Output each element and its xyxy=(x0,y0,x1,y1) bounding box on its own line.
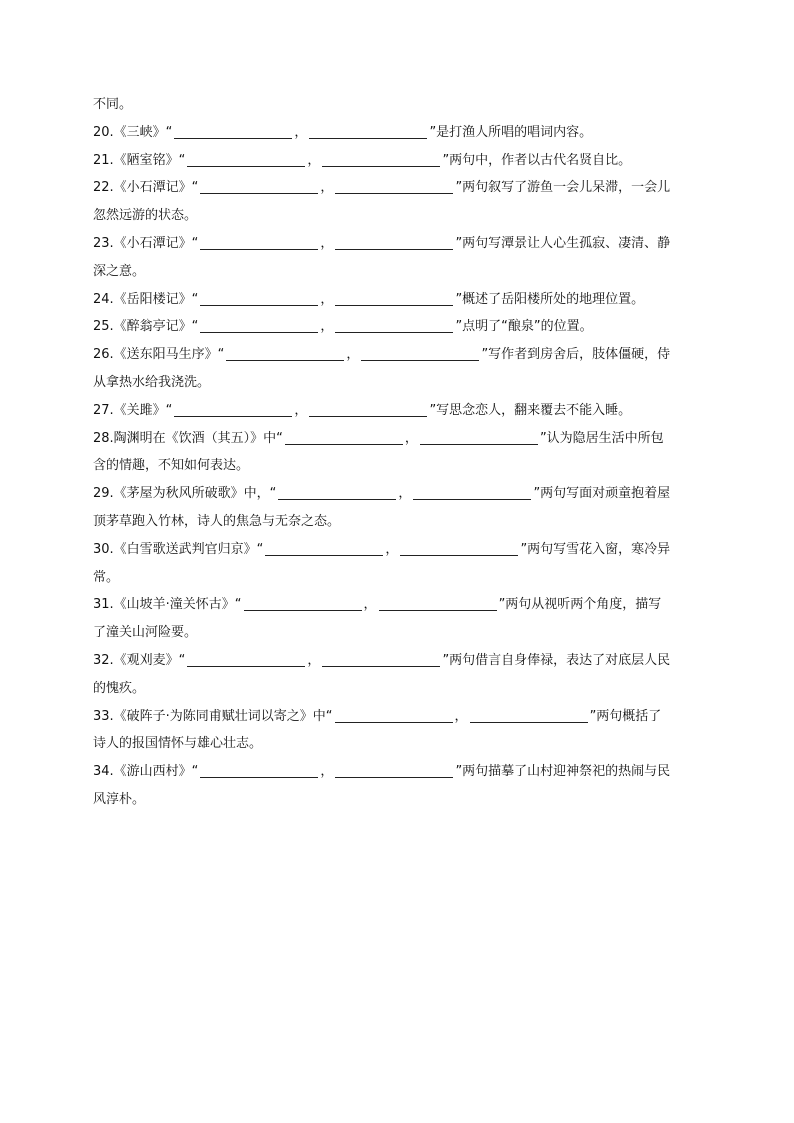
question-line xyxy=(93,703,701,731)
question-line xyxy=(93,258,701,286)
question-text: 33.《破阵子·为陈同甫赋壮词以寄之》中“ xyxy=(93,708,333,724)
question-text-tail: ”概述了岳阳楼所处的地理位置。 xyxy=(455,291,645,307)
answer-blank[interactable] xyxy=(309,402,427,417)
answer-blank[interactable] xyxy=(335,235,453,250)
blank-separator: ， xyxy=(307,652,321,668)
answer-blank[interactable] xyxy=(335,179,453,194)
question-text-tail: ”两句叙写了游鱼一会儿呆滞，一会儿 xyxy=(455,180,671,196)
question-text: 深之意。 xyxy=(93,263,146,279)
question-text-tail: ”两句借言自身俸禄，表达了对底层人民 xyxy=(442,652,671,668)
blank-separator: ， xyxy=(363,597,377,613)
question-text-tail: ”是打渔人所唱的唱词内容。 xyxy=(429,124,593,140)
blank-separator: ， xyxy=(294,402,308,418)
question-line xyxy=(93,147,701,175)
question-text: 的愧疚。 xyxy=(93,680,146,696)
answer-blank[interactable] xyxy=(361,346,479,361)
question-line xyxy=(93,202,701,230)
question-text-tail: ”两句中，作者以古代名贤自比。 xyxy=(442,152,632,168)
question-line xyxy=(93,174,701,202)
question-text: 诗人的报国情怀与雄心壮志。 xyxy=(93,736,263,752)
answer-blank[interactable] xyxy=(187,152,305,167)
answer-blank[interactable] xyxy=(244,596,362,611)
answer-blank[interactable] xyxy=(226,346,344,361)
question-line xyxy=(93,369,701,397)
answer-blank[interactable] xyxy=(335,763,453,778)
question-text: 34.《游山西村》“ xyxy=(93,764,199,780)
answer-blank[interactable] xyxy=(335,708,453,723)
question-text: 32.《观刈麦》“ xyxy=(93,652,186,668)
blank-separator: ， xyxy=(320,319,334,335)
question-text: 顶茅草跑入竹林，诗人的焦急与无奈之态。 xyxy=(93,513,341,529)
answer-blank[interactable] xyxy=(200,179,318,194)
question-line xyxy=(93,591,701,619)
blank-separator: ， xyxy=(346,347,360,363)
answer-blank[interactable] xyxy=(335,318,453,333)
blank-separator: ， xyxy=(404,430,418,446)
answer-blank[interactable] xyxy=(200,318,318,333)
question-line xyxy=(93,313,701,341)
question-text-tail: ”两句写潭景让人心生孤寂、凄清、静 xyxy=(455,235,671,251)
blank-separator: ， xyxy=(385,541,399,557)
question-text: 23.《小石潭记》“ xyxy=(93,235,199,251)
question-text: 忽然远游的状态。 xyxy=(93,208,198,224)
question-line xyxy=(93,452,701,480)
blank-separator: ， xyxy=(320,764,334,780)
question-line xyxy=(93,730,701,758)
question-line xyxy=(93,341,701,369)
blank-separator: ， xyxy=(454,708,468,724)
question-text-tail: ”两句写面对顽童抱着屋 xyxy=(533,486,671,502)
question-text: 从拿热水给我浇洗。 xyxy=(93,374,211,390)
blank-separator: ， xyxy=(320,235,334,251)
answer-blank[interactable] xyxy=(322,152,440,167)
question-text: 21.《陋室铭》“ xyxy=(93,152,186,168)
question-line xyxy=(93,647,701,675)
answer-blank[interactable] xyxy=(322,652,440,667)
question-text: 30.《白雪歌送武判官归京》“ xyxy=(93,541,264,557)
answer-blank[interactable] xyxy=(335,291,453,306)
question-text-tail: ”两句写雪花入窗，寒冷异 xyxy=(520,541,671,557)
question-text: 24.《岳阳楼记》“ xyxy=(93,291,199,307)
blank-separator: ， xyxy=(398,486,412,502)
answer-blank[interactable] xyxy=(413,485,531,500)
question-text-tail: ”两句概括了 xyxy=(589,708,662,724)
answer-blank[interactable] xyxy=(200,291,318,306)
question-text: 26.《送东阳马生序》“ xyxy=(93,347,225,363)
question-text-tail: ”写思念恋人，翻来覆去不能入睡。 xyxy=(429,402,632,418)
blank-separator: ， xyxy=(320,291,334,307)
answer-blank[interactable] xyxy=(379,596,497,611)
answer-blank[interactable] xyxy=(200,235,318,250)
question-text-tail: ”写作者到房舍后，肢体僵硬，侍 xyxy=(481,347,671,363)
question-line xyxy=(93,508,701,536)
answer-blank[interactable] xyxy=(174,402,292,417)
question-text-tail: ”两句描摹了山村迎神祭祀的热闹与民 xyxy=(455,764,671,780)
answer-blank[interactable] xyxy=(400,541,518,556)
question-line xyxy=(93,230,701,258)
question-text: 风淳朴。 xyxy=(93,791,146,807)
question-line xyxy=(93,619,701,647)
question-line xyxy=(93,397,701,425)
answer-blank[interactable] xyxy=(174,124,292,139)
question-line xyxy=(93,480,701,508)
question-text: 29.《茅屋为秋风所破歌》中，“ xyxy=(93,486,277,502)
answer-blank[interactable] xyxy=(420,430,538,445)
blank-separator: ， xyxy=(307,152,321,168)
question-line xyxy=(93,425,701,453)
question-text: 了潼关山河险要。 xyxy=(93,625,198,641)
question-text: 27.《关雎》“ xyxy=(93,402,173,418)
question-text: 常。 xyxy=(93,569,120,585)
answer-blank[interactable] xyxy=(278,485,396,500)
answer-blank[interactable] xyxy=(470,708,588,723)
question-line xyxy=(93,564,701,592)
question-text: 25.《醉翁亭记》“ xyxy=(93,319,199,335)
answer-blank[interactable] xyxy=(187,652,305,667)
question-text-tail: ”点明了“酿泉”的位置。 xyxy=(455,319,593,335)
question-text-tail: ”认为隐居生活中所包 xyxy=(539,430,664,446)
answer-blank[interactable] xyxy=(285,430,403,445)
answer-blank[interactable] xyxy=(200,763,318,778)
question-list xyxy=(93,91,701,814)
question-line xyxy=(93,119,701,147)
question-line xyxy=(93,536,701,564)
blank-separator: ， xyxy=(320,180,334,196)
answer-blank[interactable] xyxy=(265,541,383,556)
answer-blank[interactable] xyxy=(309,124,427,139)
question-text: 28.陶渊明在《饮酒（其五）》中“ xyxy=(93,430,283,446)
question-line xyxy=(93,91,701,119)
question-text: 20.《三峡》“ xyxy=(93,124,173,140)
question-line xyxy=(93,286,701,314)
question-text: 22.《小石潭记》“ xyxy=(93,180,199,196)
question-line xyxy=(93,758,701,786)
question-text: 不同。 xyxy=(93,97,133,112)
question-line xyxy=(93,786,701,814)
question-line xyxy=(93,675,701,703)
question-text-tail: ”两句从视听两个角度，描写 xyxy=(498,597,662,613)
blank-separator: ， xyxy=(294,124,308,140)
question-text: 31.《山坡羊·潼关怀古》“ xyxy=(93,597,242,613)
question-text: 含的情趣，不知如何表达。 xyxy=(93,458,250,474)
